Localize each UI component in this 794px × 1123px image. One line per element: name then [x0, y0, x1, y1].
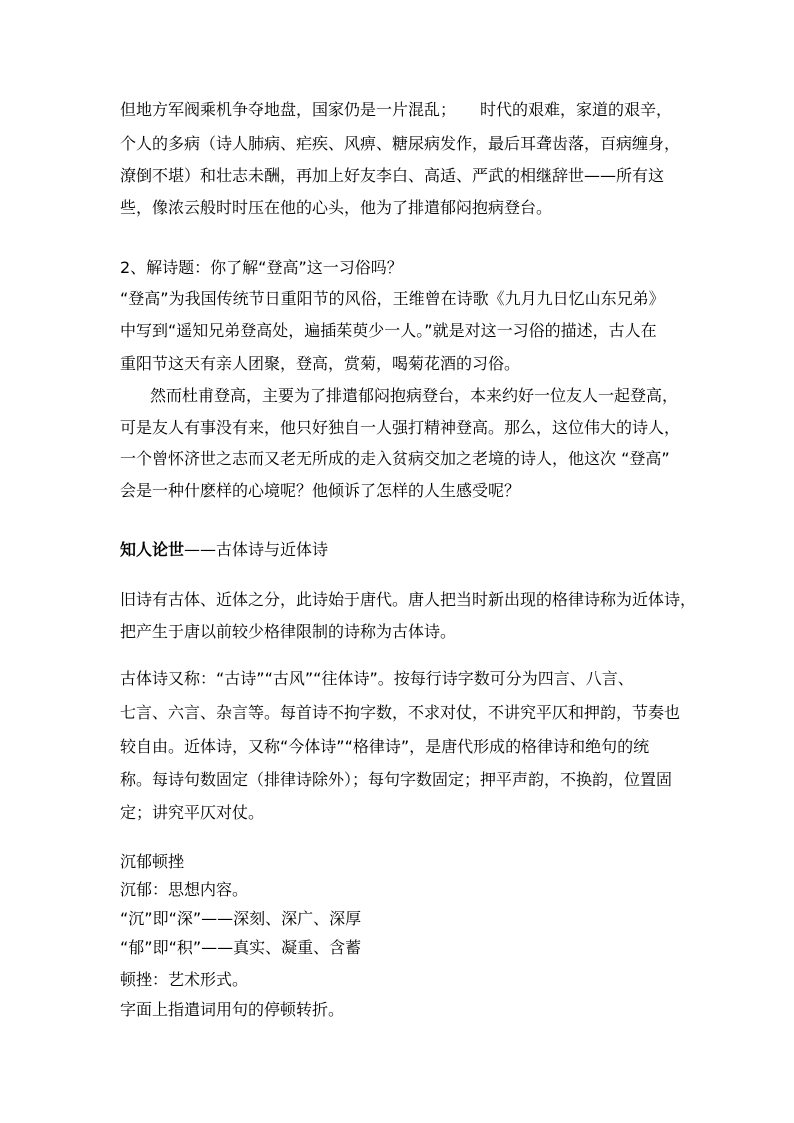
text-line: “登高”为我国传统节日重阳节的风俗，王维曾在诗歌《九月九日忆山东兄弟》 [120, 289, 665, 308]
section-heading: 2、解诗题：你了解“登高”这一习俗吗？ [120, 258, 403, 277]
text-line: “沉”即“深”——深刻、深广、深厚 [120, 909, 362, 928]
text-line: 中写到“遥知兄弟登高处，遍插茱萸少一人。”就是对这一习俗的描述，古人在 [120, 321, 657, 340]
text-line: 沉郁顿挫 [120, 852, 185, 871]
text-line: 然而杜甫登高，主要为了排遣郁闷抱病登台，本来约好一位友人一起登高， [150, 386, 679, 405]
text-line: 旧诗有古体、近体之分，此诗始于唐代。唐人把当时新出现的格律诗称为近体诗， [120, 590, 697, 609]
text-line: 但地方军阀乘机争夺地盘，国家仍是一片混乱； 时代的艰难，家道的艰辛， [120, 100, 673, 119]
text-line: 七言、六言、杂言等。每首诗不拘字数，不求对仗，不讲究平仄和押韵，节奏也 [120, 703, 681, 722]
text-line: 定；讲究平仄对仗。 [120, 803, 265, 822]
text-line: 称。每诗句数固定（排律诗除外）；每句字数固定；押平声韵，不换韵，位置固 [120, 770, 673, 789]
text-line: “郁”即“积”——真实、凝重、含蓄 [120, 938, 362, 957]
text-line: 重阳节这天有亲人团聚，登高，赏菊，喝菊花酒的习俗。 [120, 354, 521, 373]
text-line: 可是友人有事没有来，他只好独自一人强打精神登高。那么，这位伟大的诗人， [120, 418, 681, 437]
text-line: 会是一种什麽样的心境呢？他倾诉了怎样的人生感受呢？ [120, 481, 521, 500]
text-line: 潦倒不堪）和壮志未酬，再加上好友李白、高适、严武的相继辞世——所有这 [120, 166, 665, 185]
text-line: 沉郁：思想内容。 [120, 880, 249, 899]
section-title-rest: ——古体诗与近体诗 [184, 540, 329, 559]
text-line: 古体诗又称：“古诗”“古风”“往体诗”。按每行诗字数可分为四言、八言、 [120, 669, 634, 688]
text-line: 一个曾怀济世之志而又老无所成的走入贫病交加之老境的诗人，他这次 “登高” [120, 449, 670, 468]
section-title [120, 540, 328, 560]
text-line: 顿挫：艺术形式。 [120, 970, 249, 989]
text-line: 些，像浓云般时时压在他的心头，他为了排遣郁闷抱病登台。 [120, 198, 553, 217]
text-line: 把产生于唐以前较少格律限制的诗称为古体诗。 [120, 622, 457, 641]
text-line: 个人的多病（诗人肺病、疟疾、风痹、糖尿病发作，最后耳聋齿落，百病缠身， [120, 134, 681, 153]
text-line: 字面上指遣词用句的停顿转折。 [120, 1000, 345, 1019]
text-line: 较自由。近体诗，又称“今体诗”“格律诗”，是唐代形成的格律诗和绝句的统 [120, 737, 650, 756]
section-title-bold: 知人论世 [120, 540, 185, 559]
